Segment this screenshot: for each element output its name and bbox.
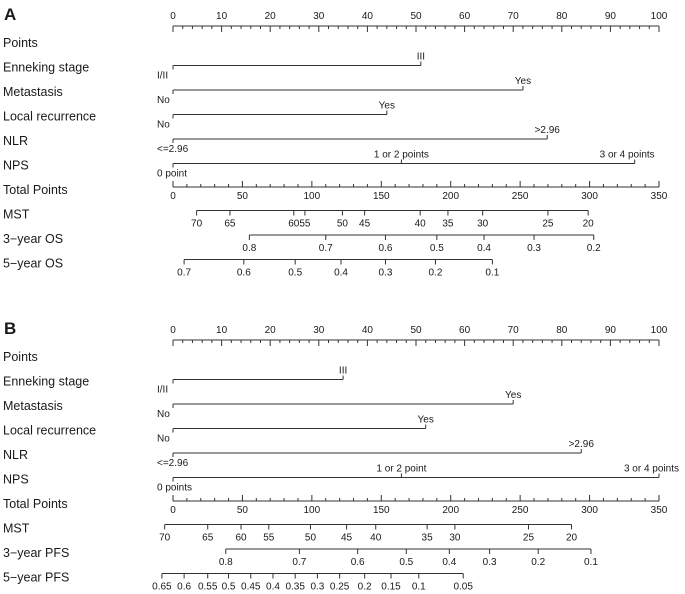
- 5-year-os-tick-label: 0.3: [378, 267, 393, 279]
- panel-b: [3, 319, 679, 593]
- nlr-level-label: <=2.96: [157, 144, 189, 155]
- nlr-level-label: >2.96: [534, 125, 560, 136]
- 5-year-os-tick-label: 0.5: [288, 267, 303, 279]
- row-label-enneking-stage: Enneking stage: [3, 60, 90, 75]
- 3-year-os-tick-label: 0.6: [378, 243, 393, 254]
- mst-tick-label: 45: [341, 532, 353, 544]
- 3-year-pfs-tick-label: 0.4: [442, 557, 457, 568]
- total-tick-label: 250: [511, 505, 529, 516]
- row-label-points: Points: [3, 36, 38, 50]
- mst-tick-label: 70: [159, 532, 171, 544]
- total-tick-label: 50: [236, 505, 248, 516]
- row-label-nlr: NLR: [3, 448, 29, 462]
- 5-year-pfs-tick-label: 0.35: [285, 581, 305, 593]
- mst-tick-label: 70: [191, 218, 203, 230]
- mst-tick-label: 65: [202, 532, 214, 544]
- row-label-metastasis: Metastasis: [3, 85, 63, 99]
- 5-year-pfs-tick-label: 0.25: [329, 581, 350, 593]
- mst-tick-label: 45: [359, 218, 371, 230]
- total-tick-label: 100: [303, 191, 321, 202]
- points-tick-label: 60: [459, 11, 471, 22]
- nps-level-label: 3 or 4 points: [599, 149, 655, 161]
- enneking-stage-level-label: I/II: [157, 70, 169, 82]
- 3-year-pfs-tick-label: 0.2: [531, 557, 546, 568]
- total-tick-label: 300: [581, 505, 598, 516]
- total-tick-label: 200: [442, 505, 460, 516]
- mst-tick-label: 35: [442, 218, 454, 230]
- 5-year-pfs-tick-label: 0.2: [357, 581, 372, 593]
- total-tick-label: 0: [170, 191, 176, 202]
- points-tick-label: 80: [556, 11, 568, 22]
- total-tick-label: 150: [372, 191, 390, 202]
- total-tick-label: 0: [170, 505, 176, 516]
- 3-year-os-tick-label: 0.8: [242, 243, 257, 254]
- 5-year-os-tick-label: 0.7: [177, 267, 192, 279]
- points-tick-label: 0: [170, 325, 176, 336]
- points-tick-label: 70: [507, 11, 519, 22]
- 5-year-pfs-tick-label: 0.05: [453, 581, 473, 593]
- nlr-level-label: <=2.96: [157, 458, 189, 469]
- points-tick-label: 30: [313, 11, 325, 22]
- local-recurrence-level-label: Yes: [417, 414, 434, 426]
- mst-tick-label: 50: [304, 532, 317, 544]
- row-label-mst: MST: [3, 521, 30, 536]
- total-tick-label: 200: [442, 191, 460, 202]
- mst-tick-label: 35: [421, 532, 433, 544]
- 3-year-os-tick-label: 0.2: [586, 243, 601, 254]
- nps-level-label: 0 points: [157, 482, 193, 494]
- mst-tick-label: 20: [582, 218, 594, 230]
- row-label-local-recurrence: Local recurrence: [3, 423, 97, 438]
- metastasis-level-label: No: [157, 409, 170, 420]
- row-label-3-year-os: 3−year OS: [3, 232, 64, 246]
- 3-year-os-tick-label: 0.5: [429, 243, 444, 254]
- points-tick-label: 90: [604, 11, 616, 22]
- row-label-nps: NPS: [3, 158, 29, 173]
- 5-year-pfs-tick-label: 0.4: [266, 581, 280, 593]
- metastasis-level-label: Yes: [505, 390, 522, 401]
- points-tick-label: 90: [604, 325, 616, 336]
- 3-year-pfs-tick-label: 0.6: [350, 557, 365, 568]
- points-tick-label: 40: [361, 325, 373, 336]
- mst-tick-label: 60: [288, 218, 300, 230]
- total-tick-label: 100: [303, 505, 321, 516]
- row-label-3-year-pfs: 3−year PFS: [3, 546, 70, 560]
- metastasis-level-label: Yes: [514, 76, 532, 87]
- row-label-local-recurrence: Local recurrence: [3, 109, 97, 124]
- 3-year-os-tick-label: 0.7: [318, 243, 333, 254]
- metastasis-level-label: No: [157, 95, 170, 106]
- panel-a-letter: A: [4, 5, 17, 24]
- 3-year-pfs-tick-label: 0.8: [218, 557, 233, 568]
- total-tick-label: 350: [650, 191, 668, 202]
- mst-tick-label: 55: [263, 532, 275, 544]
- nps-level-label: 3 or 4 points: [623, 463, 679, 475]
- points-tick-label: 30: [313, 325, 325, 336]
- total-tick-label: 350: [650, 505, 668, 516]
- points-tick-label: 50: [410, 325, 422, 336]
- points-tick-label: 70: [507, 325, 519, 336]
- nps-level-label: 0 point: [157, 168, 188, 180]
- mst-tick-label: 60: [235, 532, 247, 544]
- enneking-stage-level-label: III: [416, 51, 426, 63]
- 5-year-os-tick-label: 0.1: [485, 267, 500, 279]
- 5-year-pfs-tick-label: 0.1: [411, 581, 426, 593]
- row-label-enneking-stage: Enneking stage: [3, 374, 90, 389]
- enneking-stage-level-label: I/II: [157, 384, 169, 396]
- row-label-mst: MST: [3, 207, 30, 222]
- row-label-nlr: NLR: [3, 134, 29, 148]
- points-tick-label: 10: [216, 11, 228, 22]
- row-label-5-year-os: 5−year OS: [3, 256, 64, 271]
- points-tick-label: 0: [170, 11, 176, 22]
- row-label-total-points: Total Points: [3, 183, 68, 197]
- 5-year-os-tick-label: 0.2: [428, 267, 443, 279]
- mst-tick-label: 30: [477, 218, 489, 230]
- mst-tick-label: 40: [370, 532, 382, 544]
- local-recurrence-level-label: Yes: [378, 100, 396, 112]
- points-tick-label: 20: [264, 11, 276, 22]
- mst-tick-label: 65: [224, 218, 236, 230]
- local-recurrence-level-label: No: [157, 119, 170, 131]
- points-tick-label: 10: [216, 325, 228, 336]
- mst-tick-label: 30: [449, 532, 461, 544]
- mst-tick-label: 55: [299, 218, 311, 230]
- total-tick-label: 300: [581, 191, 598, 202]
- 5-year-pfs-tick-label: 0.15: [381, 581, 401, 593]
- mst-tick-label: 25: [522, 532, 535, 544]
- 5-year-os-tick-label: 0.6: [236, 267, 251, 279]
- points-tick-label: 50: [410, 11, 422, 22]
- row-label-nps: NPS: [3, 472, 29, 487]
- total-tick-label: 250: [511, 191, 529, 202]
- row-label-points: Points: [3, 350, 38, 364]
- 3-year-pfs-tick-label: 0.5: [399, 557, 414, 568]
- nlr-level-label: >2.96: [568, 439, 594, 450]
- 3-year-pfs-tick-label: 0.1: [584, 557, 598, 568]
- row-label-5-year-pfs: 5−year PFS: [3, 570, 70, 585]
- 5-year-pfs-tick-label: 0.3: [310, 581, 325, 593]
- mst-tick-label: 25: [542, 218, 554, 230]
- mst-tick-label: 40: [414, 218, 426, 230]
- 5-year-pfs-tick-label: 0.55: [197, 581, 218, 593]
- points-tick-label: 100: [650, 325, 668, 336]
- 5-year-pfs-tick-label: 0.65: [152, 581, 172, 593]
- row-label-metastasis: Metastasis: [3, 399, 63, 413]
- points-tick-label: 100: [650, 11, 668, 22]
- row-label-total-points: Total Points: [3, 497, 68, 511]
- local-recurrence-level-label: No: [157, 433, 170, 445]
- mst-tick-label: 20: [565, 532, 578, 544]
- 5-year-pfs-tick-label: 0.5: [221, 581, 236, 593]
- 5-year-pfs-tick-label: 0.45: [241, 581, 261, 593]
- nps-level-label: 1 or 2 points: [373, 149, 429, 161]
- 3-year-pfs-tick-label: 0.7: [292, 557, 307, 568]
- points-tick-label: 40: [361, 11, 373, 22]
- points-tick-label: 80: [556, 325, 568, 336]
- points-tick-label: 20: [264, 325, 276, 336]
- panel-a: [3, 5, 668, 279]
- total-tick-label: 150: [372, 505, 390, 516]
- total-tick-label: 50: [236, 191, 248, 202]
- nps-level-label: 1 or 2 point: [376, 463, 427, 475]
- panel-b-letter: B: [4, 319, 17, 338]
- 5-year-pfs-tick-label: 0.6: [177, 581, 192, 593]
- enneking-stage-level-label: III: [338, 365, 348, 377]
- 3-year-pfs-tick-label: 0.3: [482, 557, 497, 568]
- points-tick-label: 60: [459, 325, 471, 336]
- 3-year-os-tick-label: 0.3: [527, 243, 541, 254]
- 5-year-os-tick-label: 0.4: [334, 267, 348, 279]
- 3-year-os-tick-label: 0.4: [477, 243, 491, 254]
- mst-tick-label: 50: [336, 218, 348, 230]
